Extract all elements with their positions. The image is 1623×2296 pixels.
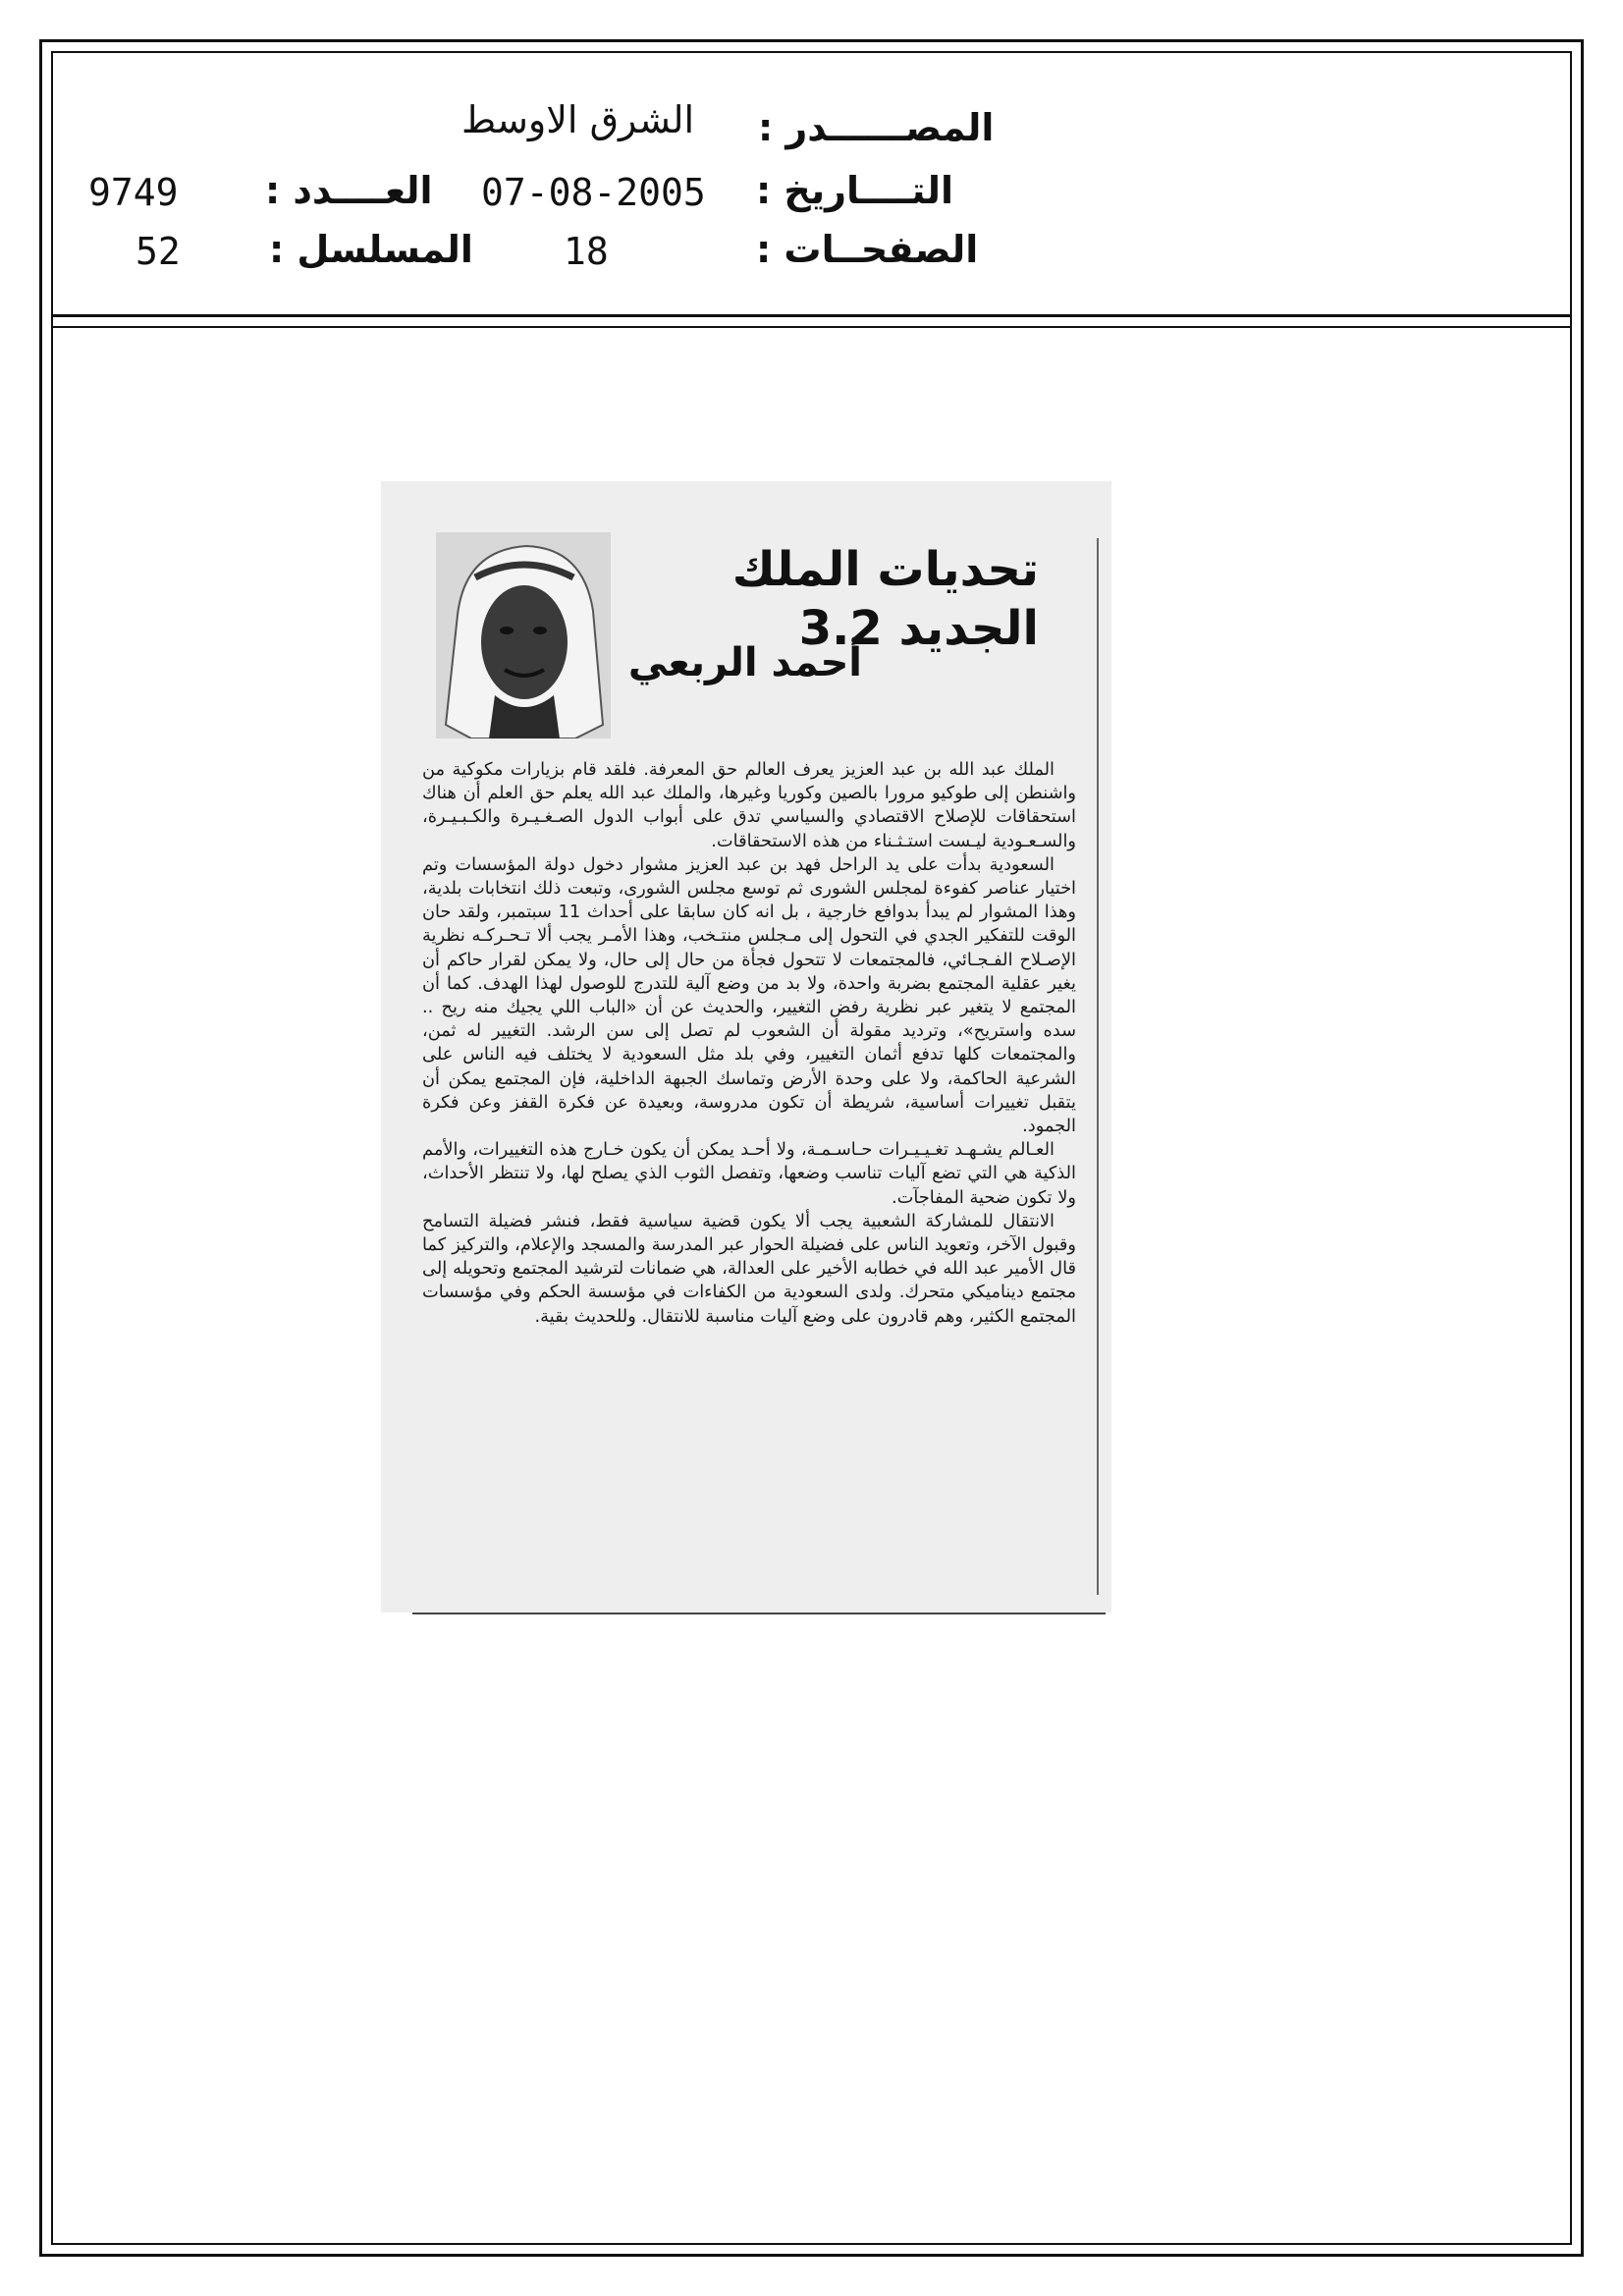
- issue-value: 9749: [88, 171, 179, 214]
- author-photo-icon: [436, 532, 611, 738]
- column-rule: [1097, 538, 1099, 1595]
- article-paragraph: السعودية بدأت على يد الراحل فهد بن عبد العزيز مشوار دخول دولة المؤسسات وتم اختيار عناصر كفوءة لمجلس الشورى ثم توسع مجلس الشورى، وتبعت ذلك انتخابات بلدية، وهذا المشوار لم يبدأ بدوافع خارجية ، بل انه كان سابقا على أحداث 11 سبتمبر، ولقد حان الوقت للتفكير الجدي في التحول إلى مـجلس منتـخب، وهذا الأمـر يجب ألا تـحـركـه نظرية الإصـلاح الفـجـائي، فالمجتمعات لا تتحول فجأة من حال إلى حال، ولا يمكن لقرار حاكم أن يغير عقلية المجتمع بضربة واحدة، ولا بد من وضع آلية للتدرج للوصول لهذا الهدف. كما أن المجتمع لا يتغير عبر نظرية رفض التغيير، والحديث عن أن «الباب اللي يجيك منه ريح .. سده واستريح»، وترديد مقولة أن الشعوب لم تصل إلى سن الرشد. التغيير له ثمن، والمجتمعات كلها تدفع أثمان التغيير، وفي بلد مثل السعودية لا يختلف فيه الناس على الشرعية الحاكمة، ولا على وحدة الأرض وتماسك الجبهة الداخلية، فإن المجتمع يمكن أن يتقبل تغييرات أساسية، شريطة أن تكون مدروسة، وبعيدة عن فكرة القفز وعن فكرة الجمود.: [422, 853, 1076, 1137]
- bottom-rule: [412, 1613, 1106, 1614]
- article-headline: تحديات الملك الجديد 3.2: [731, 542, 1039, 656]
- article-author: أحمد الربعي: [627, 640, 862, 685]
- header-divider-inner: [51, 326, 1572, 328]
- article-paragraph: الملك عبد الله بن عبد العزيز يعرف العالم حق المعرفة. فلقد قام بزيارات مكوكية من واشنطن إلى طوكيو مرورا بالصين وكوريا وغيرها، والملك عبد الله يعلم حق العلم أن هناك استحقاقات للإصلاح الاقتصادي والسياسي تدق على أبواب الدول الصـغـيـرة والكـبـيـرة، والسـعـودية ليـست استـثـناء من هذه الاستحقاقات.: [422, 759, 1076, 851]
- date-value: 07-08-2005: [481, 171, 706, 214]
- header-divider: [51, 314, 1572, 317]
- date-label: التــــاريخ :: [756, 169, 953, 212]
- article-paragraph: الانتقال للمشاركة الشعبية يجب ألا يكون قضية سياسية فقط، فنشر فضيلة التسامح وقبول الآخر، وتعويد الناس على فضيلة الحوار عبر المدرسة والمسجد والإعلام، والتركيز كما قال الأمير عبد الله في خطابه الأخير على العدالة، هي ضمانات لترشيد المجتمع وتحويله إلى مجتمع ديناميكي متحرك. ولدى السعودية من الكفاءات في مؤسسة الحكم وفي مؤسسات المجتمع الكثير، وهم قادرون على وضع آليات مناسبة للانتقال. وللحديث بقية.: [422, 1210, 1076, 1327]
- pages-label: الصفحــات :: [756, 228, 979, 271]
- pages-value: 18: [564, 230, 609, 273]
- serial-label: المسلسل :: [269, 228, 473, 271]
- article-body: [422, 758, 1076, 1329]
- article-paragraph: العـالم يشـهـد تغـيـيـرات حـاسـمـة، ولا أحـد يمكن أن يكون خـارج هذه التغييرات، والأمم الذكية هي التي تضع آليات تناسب وضعها، وتفصل الثوب الذي يصلح لها، ولا تنتظر الأحداث، ولا تكون ضحية المفاجآت.: [422, 1139, 1076, 1208]
- newspaper-clipping: [381, 481, 1111, 1613]
- source-value: الشرق الاوسط: [461, 98, 695, 141]
- serial-value: 52: [135, 230, 181, 273]
- issue-label: العــــدد :: [265, 169, 433, 212]
- source-label: المصــــــدر :: [758, 106, 995, 149]
